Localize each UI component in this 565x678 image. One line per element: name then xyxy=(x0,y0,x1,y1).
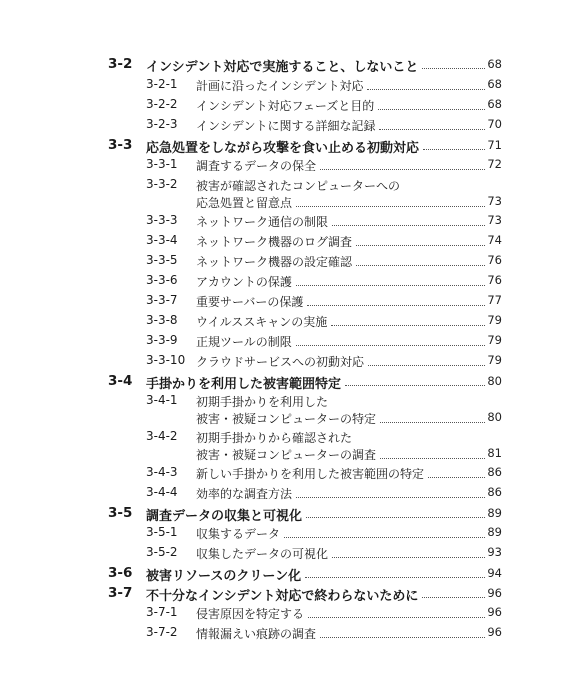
toc-entry[interactable] xyxy=(0,585,565,605)
section-title-continued: 被害・被疑コンピューターの調査 xyxy=(196,448,377,462)
page-number: 81 xyxy=(487,446,502,460)
page-number: 79 xyxy=(487,333,502,347)
section-title: 応急処置をしながら攻撃を食い止める初動対応 xyxy=(146,141,420,156)
page-number: 96 xyxy=(487,586,502,600)
section-number: 3-7-1 xyxy=(146,605,178,619)
section-number: 3-2 xyxy=(108,56,133,72)
toc-entry[interactable] xyxy=(0,485,565,505)
section-number: 3-5-2 xyxy=(146,545,178,559)
section-number: 3-2-2 xyxy=(146,97,178,111)
section-number: 3-3-1 xyxy=(146,157,178,171)
page-number: 70 xyxy=(487,117,502,131)
dot-leader xyxy=(423,149,485,150)
page-number: 71 xyxy=(487,138,502,152)
section-number: 3-6 xyxy=(108,565,133,581)
dot-leader xyxy=(356,265,485,266)
dot-leader xyxy=(296,206,485,207)
section-title: ネットワーク機器のログ調査 xyxy=(196,235,353,249)
toc-entry[interactable] xyxy=(0,56,565,76)
section-number: 3-4 xyxy=(108,373,133,389)
section-number: 3-4-3 xyxy=(146,465,178,479)
page-number: 76 xyxy=(487,273,502,287)
section-title: 重要サーバーの保護 xyxy=(196,295,304,309)
section-number: 3-4-2 xyxy=(146,429,178,443)
page-number: 80 xyxy=(487,410,502,424)
page-number: 79 xyxy=(487,353,502,367)
dot-leader xyxy=(305,577,485,578)
section-title: 計画に沿ったインシデント対応 xyxy=(196,79,364,93)
section-number: 3-3-9 xyxy=(146,333,178,347)
toc-entry[interactable] xyxy=(0,565,565,585)
section-number: 3-3-3 xyxy=(146,213,178,227)
page-number: 80 xyxy=(487,374,502,388)
page-number: 86 xyxy=(487,485,502,499)
toc-entry[interactable] xyxy=(0,77,565,97)
section-title: 新しい手掛かりを利用した被害範囲の特定 xyxy=(196,467,425,481)
page-number: 77 xyxy=(487,293,502,307)
toc-entry[interactable] xyxy=(0,333,565,353)
section-title: 収集したデータの可視化 xyxy=(196,547,329,561)
page-number: 76 xyxy=(487,253,502,267)
section-title: インシデント対応フェーズと目的 xyxy=(196,99,375,113)
page-number: 68 xyxy=(487,77,502,91)
dot-leader xyxy=(380,422,485,423)
section-title: 調査データの収集と可視化 xyxy=(146,509,303,524)
dot-leader xyxy=(320,637,485,638)
toc-entry[interactable] xyxy=(0,393,565,430)
section-number: 3-2-1 xyxy=(146,77,178,91)
dot-leader xyxy=(380,458,485,459)
section-number: 3-3-4 xyxy=(146,233,178,247)
section-number: 3-3-7 xyxy=(146,293,178,307)
dot-leader xyxy=(306,517,485,518)
toc-entry[interactable] xyxy=(0,213,565,233)
dot-leader xyxy=(379,129,485,130)
page-number: 79 xyxy=(487,313,502,327)
page-number: 89 xyxy=(487,506,502,520)
toc-entry[interactable] xyxy=(0,429,565,466)
section-title: 被害が確認されたコンピューターへの xyxy=(196,179,401,193)
section-title: 初期手掛かりから確認された xyxy=(196,431,353,445)
section-number: 3-4-1 xyxy=(146,393,178,407)
section-title: アカウントの保護 xyxy=(196,275,292,289)
section-title: インシデントに関する詳細な記録 xyxy=(196,119,376,133)
toc-entry[interactable] xyxy=(0,273,565,293)
toc-entry[interactable] xyxy=(0,233,565,253)
page-number: 93 xyxy=(487,545,502,559)
section-number: 3-4-4 xyxy=(146,485,178,499)
toc-entry[interactable] xyxy=(0,465,565,485)
section-number: 3-5 xyxy=(108,505,133,521)
dot-leader xyxy=(308,617,485,618)
section-title: 調査するデータの保全 xyxy=(196,159,317,173)
toc-entry[interactable] xyxy=(0,137,565,157)
toc-entry[interactable] xyxy=(0,353,565,373)
section-title: 不十分なインシデント対応で終わらないために xyxy=(146,589,419,604)
toc-entry[interactable] xyxy=(0,373,565,393)
dot-leader xyxy=(332,225,485,226)
toc-entry[interactable] xyxy=(0,505,565,525)
section-number: 3-3 xyxy=(108,137,133,153)
dot-leader xyxy=(296,345,485,346)
page-number: 73 xyxy=(487,194,502,208)
section-title: ネットワーク機器の設定確認 xyxy=(196,255,353,269)
dot-leader xyxy=(296,497,485,498)
page-number: 96 xyxy=(487,605,502,619)
dot-leader xyxy=(378,109,485,110)
page-number: 72 xyxy=(487,157,502,171)
section-number: 3-3-6 xyxy=(146,273,178,287)
dot-leader xyxy=(428,477,485,478)
dot-leader xyxy=(356,245,485,246)
dot-leader xyxy=(331,325,485,326)
toc-entry[interactable] xyxy=(0,177,565,214)
dot-leader xyxy=(307,305,485,306)
section-title: 情報漏えい痕跡の調査 xyxy=(196,627,317,641)
dot-leader xyxy=(368,365,485,366)
page-number: 94 xyxy=(487,566,502,580)
section-number: 3-7-2 xyxy=(146,625,178,639)
page-number: 73 xyxy=(487,213,502,227)
section-title: インシデント対応で実施すること、しないこと xyxy=(146,60,419,75)
toc-entry[interactable] xyxy=(0,545,565,565)
section-title: クラウドサービスへの初動対応 xyxy=(196,355,365,369)
section-number: 3-3-10 xyxy=(146,353,186,367)
dot-leader xyxy=(296,285,485,286)
toc-entry[interactable] xyxy=(0,625,565,645)
section-title: 効率的な調査方法 xyxy=(196,487,293,501)
section-number: 3-2-3 xyxy=(146,117,178,131)
page-number: 96 xyxy=(487,625,502,639)
section-title: 正規ツールの制限 xyxy=(196,335,292,349)
section-title: 手掛かりを利用した被害範囲特定 xyxy=(146,377,342,392)
dot-leader xyxy=(367,89,485,90)
page-number: 86 xyxy=(487,465,502,479)
dot-leader xyxy=(320,169,485,170)
toc-entry[interactable] xyxy=(0,293,565,313)
page-number: 68 xyxy=(487,97,502,111)
toc-entry[interactable] xyxy=(0,525,565,545)
dot-leader xyxy=(422,68,485,69)
toc-entry[interactable] xyxy=(0,117,565,137)
page-number: 74 xyxy=(487,233,502,247)
section-number: 3-3-8 xyxy=(146,313,178,327)
dot-leader xyxy=(332,557,485,558)
toc-entry[interactable] xyxy=(0,605,565,625)
section-title: 被害リソースのクリーン化 xyxy=(146,569,302,584)
section-title-continued: 被害・被疑コンピューターの特定 xyxy=(196,412,377,426)
section-number: 3-3-5 xyxy=(146,253,178,267)
dot-leader xyxy=(284,537,485,538)
page-number: 89 xyxy=(487,525,502,539)
toc-entry[interactable] xyxy=(0,157,565,177)
section-title: ネットワーク通信の制限 xyxy=(196,215,329,229)
section-title: ウイルススキャンの実施 xyxy=(196,315,328,329)
toc-entry[interactable] xyxy=(0,253,565,273)
toc-entry[interactable] xyxy=(0,97,565,117)
toc-entry[interactable] xyxy=(0,313,565,333)
dot-leader xyxy=(422,597,485,598)
section-number: 3-3-2 xyxy=(146,177,178,191)
dot-leader xyxy=(345,385,485,386)
section-number: 3-5-1 xyxy=(146,525,178,539)
section-title: 初期手掛かりを利用した xyxy=(196,395,329,409)
page-number: 68 xyxy=(487,57,502,71)
section-title-continued: 応急処置と留意点 xyxy=(196,196,293,210)
section-title: 侵害原因を特定する xyxy=(196,607,305,621)
section-number: 3-7 xyxy=(108,585,133,601)
section-title: 収集するデータ xyxy=(196,527,281,541)
